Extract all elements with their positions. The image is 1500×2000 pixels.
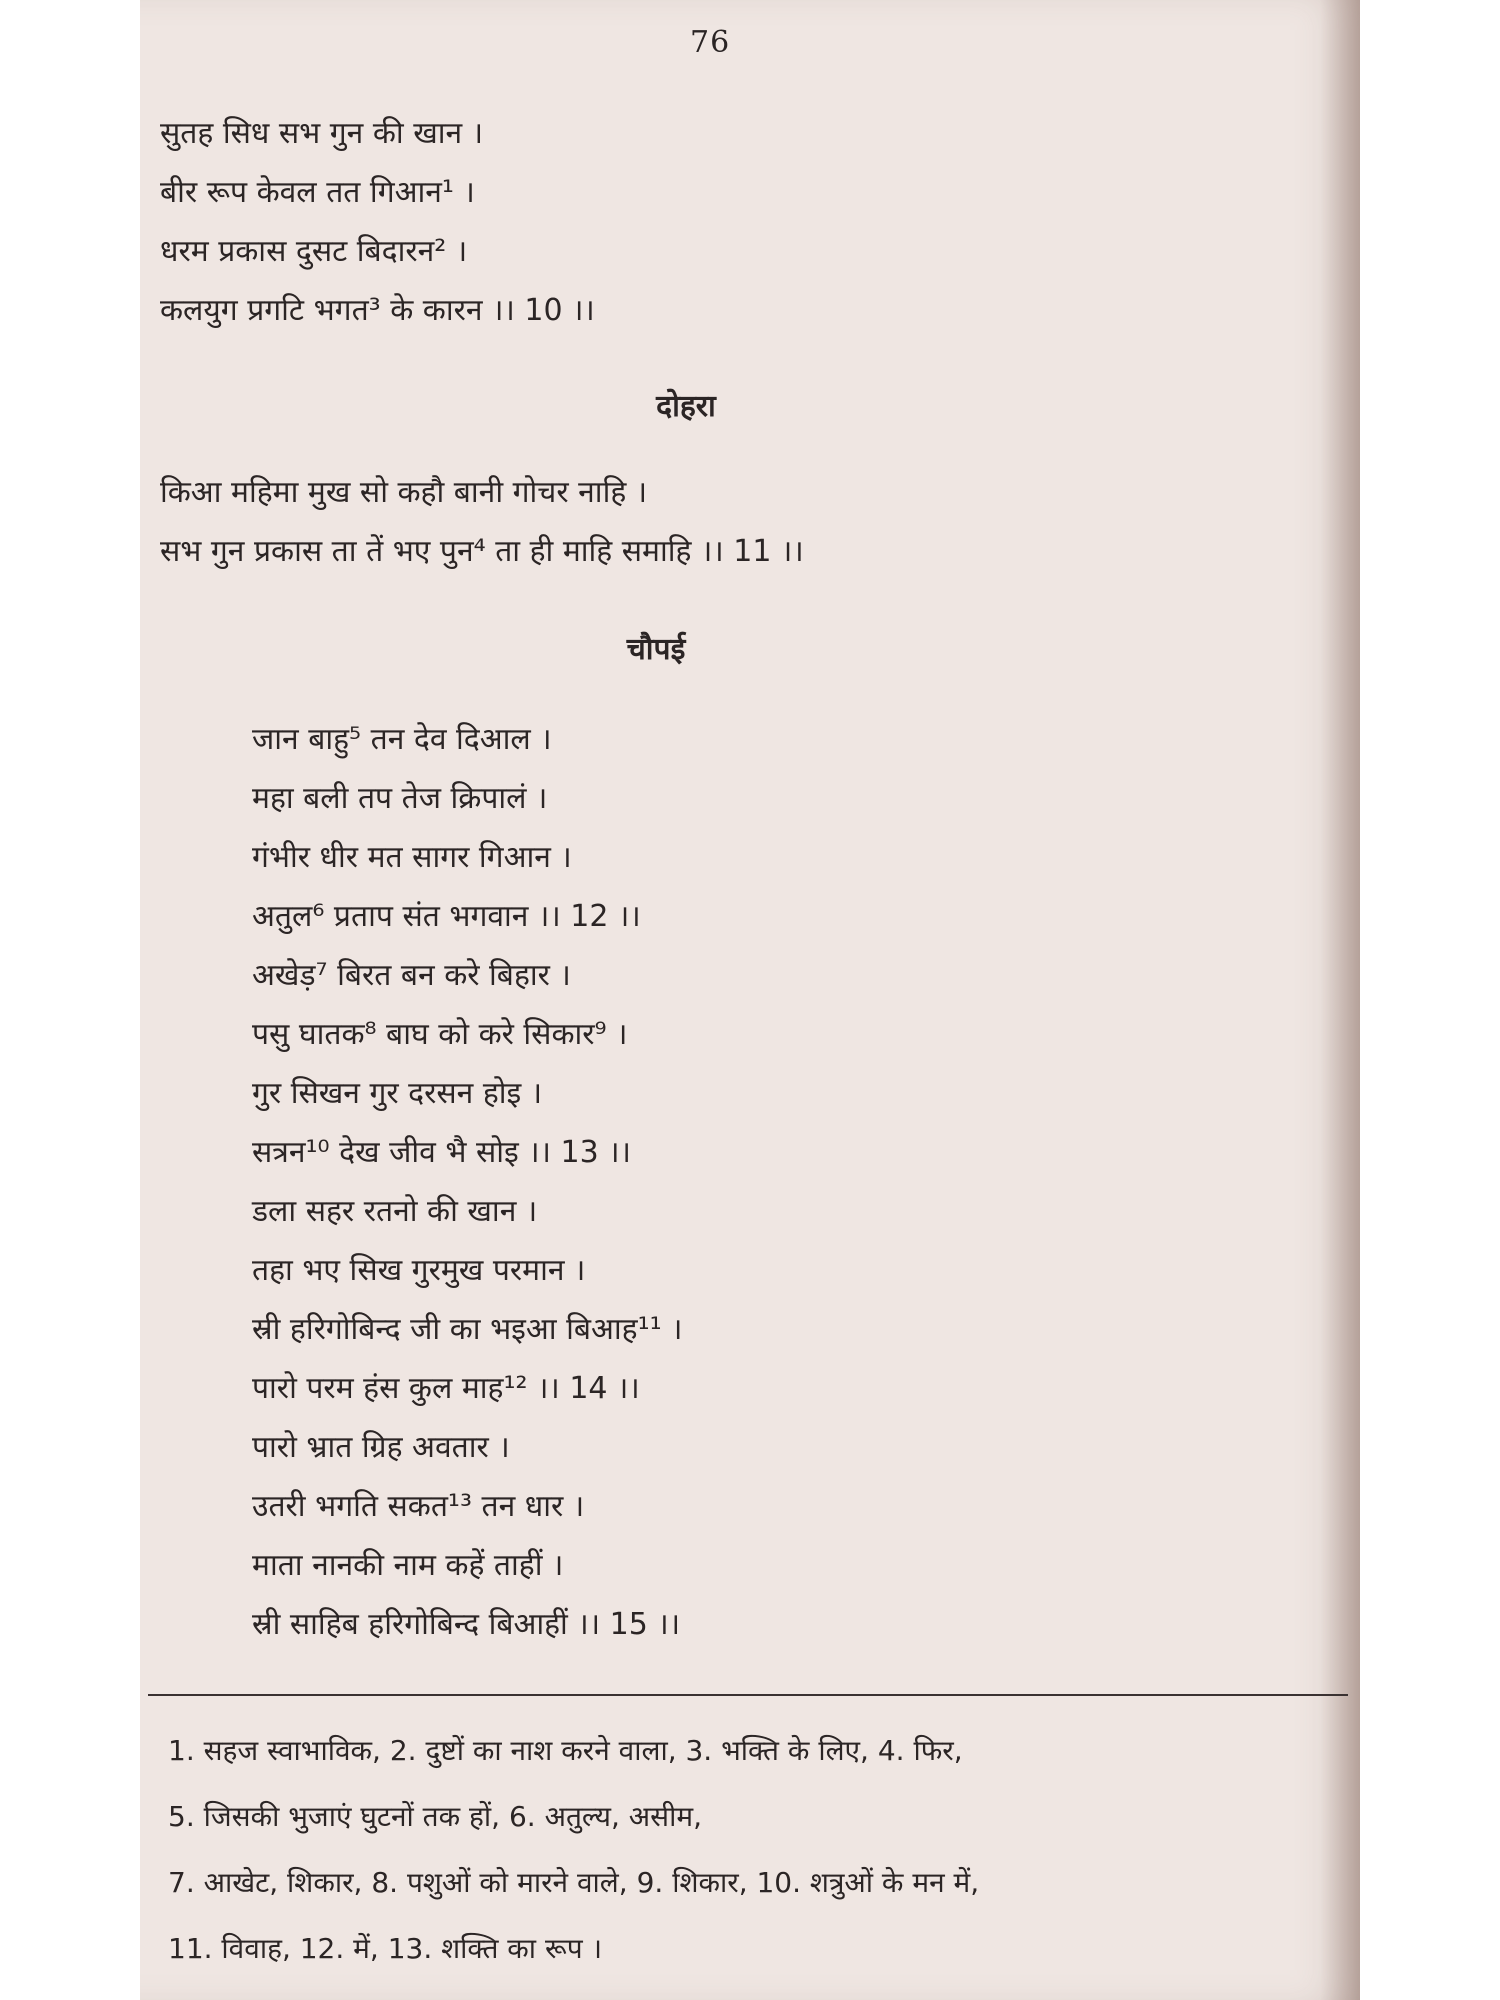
verse-line: जान बाहु⁵ तन देव दिआल ।: [252, 722, 552, 757]
verse-line: माता नानकी नाम कहें ताहीं ।: [252, 1548, 564, 1583]
verse-line: स्री हरिगोबिन्द जी का भइआ बिआह¹¹ ।: [252, 1312, 683, 1347]
verse-line: कलयुग प्रगटि भगत³ के कारन ।। 10 ।।: [160, 293, 595, 328]
chaupai-verse: [252, 710, 683, 1654]
verse-line: किआ महिमा मुख सो कहौ बानी गोचर नाहि ।: [160, 475, 648, 510]
verse-line: पारो भ्रात ग्रिह अवतार ।: [252, 1430, 510, 1465]
verse-line: उतरी भगति सकत¹³ तन धार ।: [252, 1489, 585, 1524]
verse-line: अखेड़⁷ बिरत बन करे बिहार ।: [252, 958, 571, 993]
footnote-line: 11. विवाह, 12. में, 13. शक्ति का रूप ।: [168, 1932, 603, 1965]
footnote-line: 1. सहज स्वाभाविक, 2. दुष्टों का नाश करने वाला, 3. भक्ति के लिए, 4. फिर,: [168, 1734, 963, 1767]
dohra-verse: [160, 463, 804, 581]
page-number: 76: [690, 25, 731, 60]
footnote-line: 7. आखेट, शिकार, 8. पशुओं को मारने वाले, 9. शिकार, 10. शत्रुओं के मन में,: [168, 1866, 980, 1899]
top-verse: [160, 104, 595, 340]
verse-line: तहा भए सिख गुरमुख परमान ।: [252, 1253, 586, 1288]
verse-line: गंभीर धीर मत सागर गिआन ।: [252, 840, 572, 875]
verse-line: महा बली तप तेज क्रिपालं ।: [252, 781, 548, 816]
verse-line: डला सहर रतनो की खान ।: [252, 1194, 538, 1229]
verse-line: सभ गुन प्रकास ता तें भए पुन⁴ ता ही माहि समाहि ।। 11 ।।: [160, 534, 804, 569]
verse-line: सत्रन¹⁰ देख जीव भै सोइ ।। 13 ।।: [252, 1135, 631, 1170]
verse-line: गुर सिखन गुर दरसन होइ ।: [252, 1076, 543, 1111]
verse-line: पारो परम हंस कुल माह¹² ।। 14 ।।: [252, 1371, 640, 1406]
footnote-line: 5. जिसकी भुजाएं घुटनों तक हों, 6. अतुल्य, असीम,: [168, 1800, 702, 1833]
footnotes: [168, 1718, 979, 1982]
chaupai-heading: चौपई: [626, 632, 686, 667]
verse-line: बीर रूप केवल तत गिआन¹ ।: [160, 175, 475, 210]
footnote-divider: [148, 1694, 1348, 1696]
verse-line: स्री साहिब हरिगोबिन्द बिआहीं ।। 15 ।।: [252, 1607, 681, 1642]
verse-line: अतुल⁶ प्रताप संत भगवान ।। 12 ।।: [252, 899, 641, 934]
verse-line: धरम प्रकास दुसट बिदारन² ।: [160, 234, 468, 269]
verse-line: पसु घातक⁸ बाघ को करे सिकार⁹ ।: [252, 1017, 628, 1052]
page-spine-shadow: [1320, 0, 1360, 2000]
dohra-heading: दोहरा: [656, 389, 716, 424]
verse-line: सुतह सिध सभ गुन की खान ।: [160, 116, 484, 151]
